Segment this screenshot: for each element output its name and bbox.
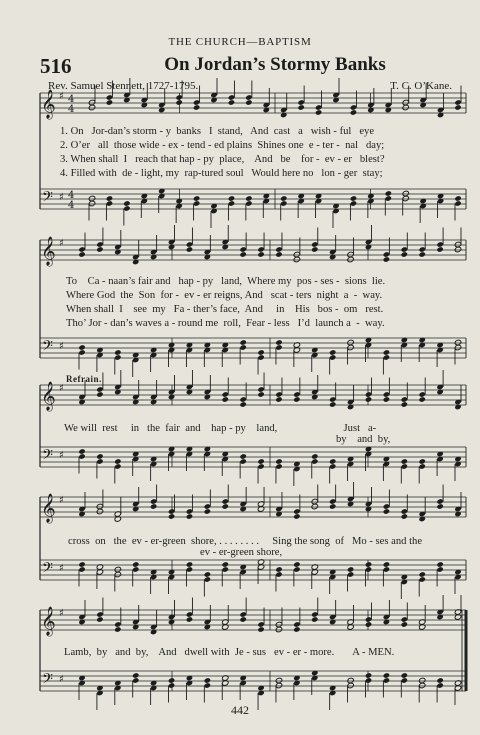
svg-text:𝄢: 𝄢 xyxy=(42,447,53,467)
verse-2-line-1: 2. O’er all those wide - ex - tend - ed plains Shines one e - ter - nal day; xyxy=(60,140,385,151)
svg-text:♯: ♯ xyxy=(59,238,64,249)
author-credit: Rev. Samuel Stennett, 1727-1795. xyxy=(48,80,199,92)
verse-3-line-2: When shall I see my Fa - ther’s face, And in His bos - om rest. xyxy=(66,304,384,315)
refrain-line-2-bass: ev - er-green shore, xyxy=(200,547,283,558)
svg-text:♯: ♯ xyxy=(59,608,64,619)
svg-text:♯: ♯ xyxy=(59,495,64,506)
svg-text:4: 4 xyxy=(68,190,75,201)
svg-text:♯: ♯ xyxy=(59,563,64,574)
svg-text:𝄢: 𝄢 xyxy=(42,560,53,580)
svg-text:4: 4 xyxy=(68,94,75,105)
verse-3-line-1: 3. When shall I reach that hap - py place, And be for - ev - er blest? xyxy=(60,154,385,165)
svg-text:𝄞: 𝄞 xyxy=(41,606,56,635)
composer-credit: T. C. O’Kane. xyxy=(390,80,452,92)
svg-text:4: 4 xyxy=(68,104,75,115)
svg-text:4: 4 xyxy=(68,200,75,211)
svg-text:♯: ♯ xyxy=(59,192,64,203)
svg-text:𝄢: 𝄢 xyxy=(42,671,53,691)
page-number: 442 xyxy=(231,703,249,717)
svg-text:♯: ♯ xyxy=(59,674,64,685)
refrain-line-1: We will rest in the fair and hap - py land, Just a- xyxy=(64,423,377,434)
svg-text:𝄢: 𝄢 xyxy=(42,338,53,358)
verse-4-line-1: 4. Filled with de - light, my rap-tured soul Would here no lon - ger stay; xyxy=(60,168,383,179)
refrain-label: Refrain. xyxy=(66,374,102,384)
svg-text:𝄞: 𝄞 xyxy=(41,381,56,410)
verse-1-line-2: To Ca - naan’s fair and hap - py land, Where my pos - ses - sions lie. xyxy=(66,276,386,287)
svg-text:♯: ♯ xyxy=(59,341,64,352)
verse-1-line-1: 1. On Jor-dan’s storm - y banks I stand, And cast a wish - ful eye xyxy=(60,126,375,137)
verse-4-line-2: Tho’ Jor - dan’s waves a - round me roll, Fear - less I’d launch a - way. xyxy=(66,318,385,329)
svg-text:♯: ♯ xyxy=(59,91,64,102)
verse-2-line-2: Where God the Son for - ev - er reigns, And scat - ters night a - way. xyxy=(66,290,383,301)
refrain-line-1-bass: by and by, xyxy=(336,434,391,445)
svg-text:♯: ♯ xyxy=(59,383,64,394)
refrain-line-3: Lamb, by and by, And dwell with Je - sus ev - er - more. A - MEN. xyxy=(64,647,395,658)
svg-text:♯: ♯ xyxy=(59,450,64,461)
refrain-line-2: cross on the ev - er-green shore, . . . . . . . . Sing the song of Mo - ses and the xyxy=(68,536,423,547)
svg-text:𝄞: 𝄞 xyxy=(41,89,56,118)
hymn-title: On Jordan’s Stormy Banks xyxy=(164,54,386,75)
hymn-number: 516 xyxy=(40,54,72,78)
svg-text:𝄞: 𝄞 xyxy=(41,236,56,265)
svg-text:𝄢: 𝄢 xyxy=(42,189,53,209)
svg-text:𝄞: 𝄞 xyxy=(41,493,56,522)
section-heading: THE CHURCH—BAPTISM xyxy=(168,36,312,48)
